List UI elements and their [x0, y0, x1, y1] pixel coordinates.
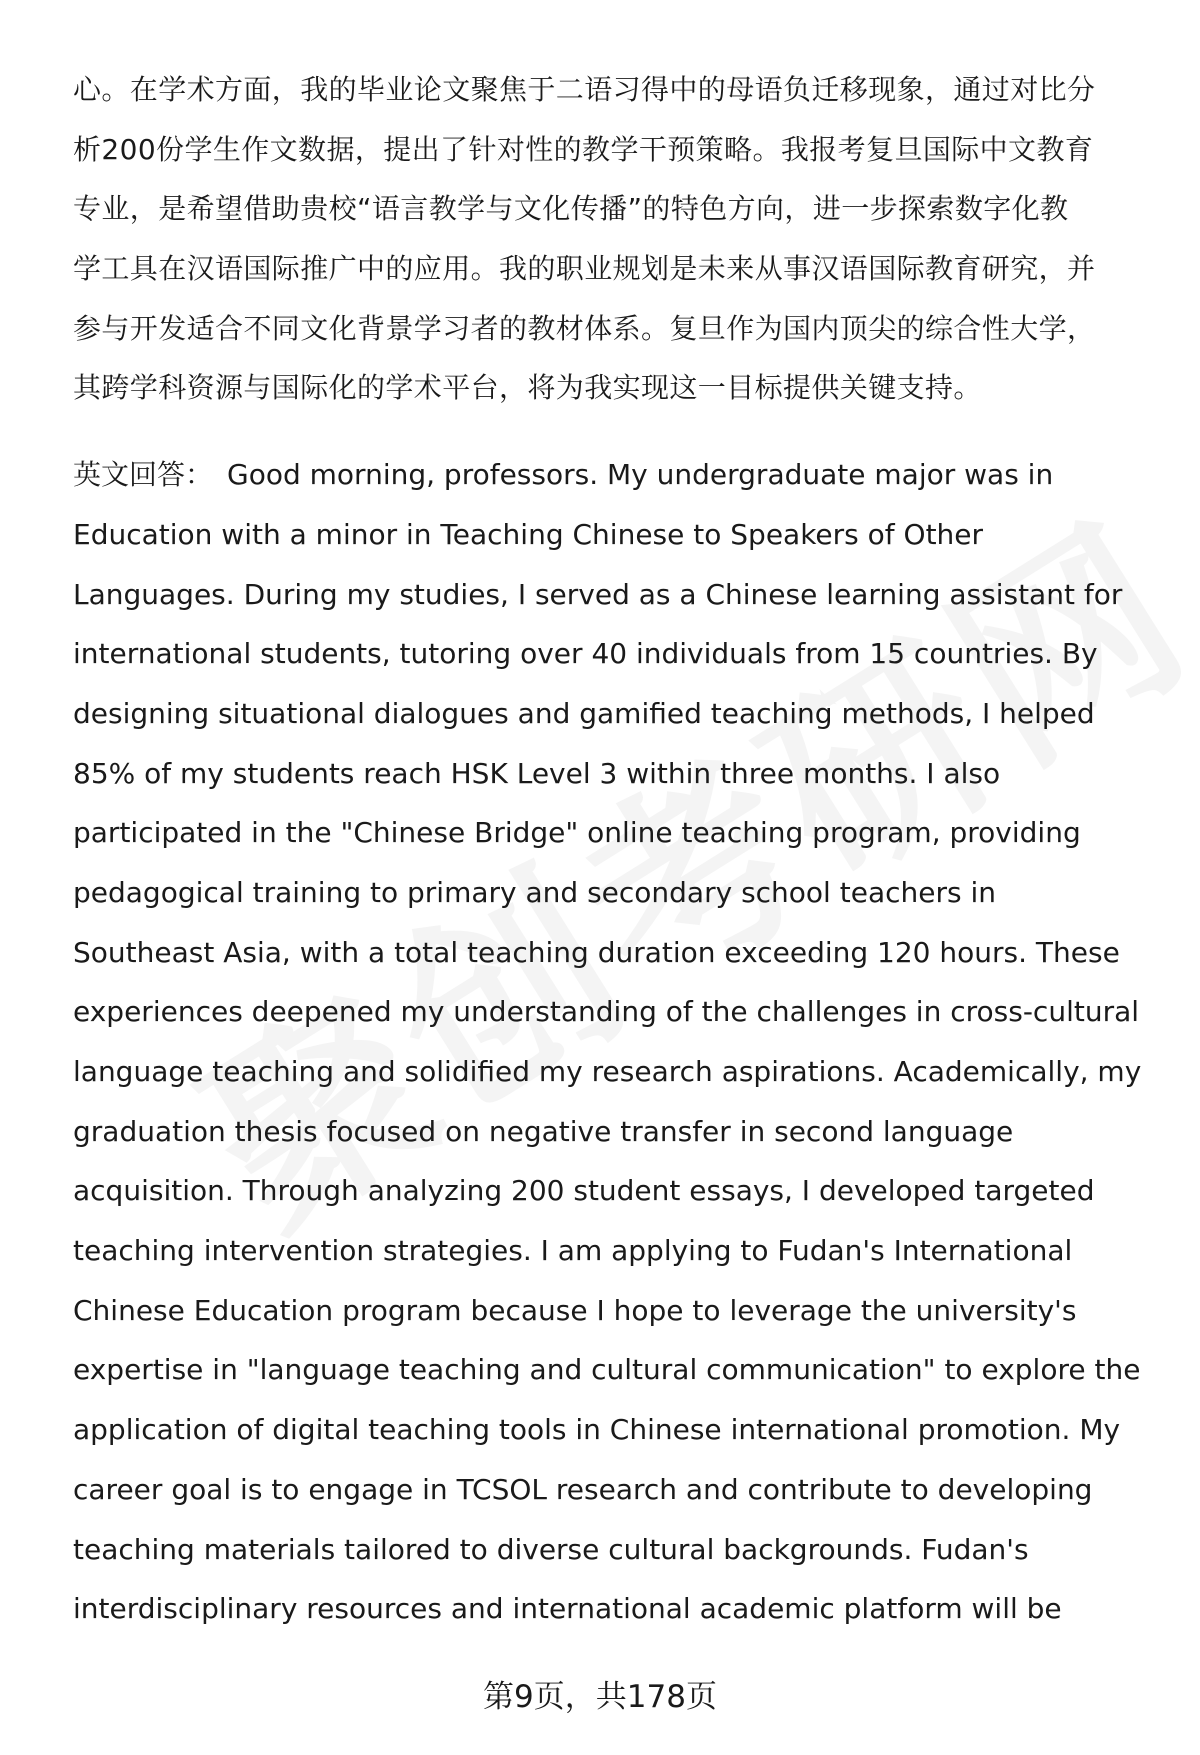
english-line: experiences deepened my understanding of the challenges in cross-cultural [73, 995, 1140, 1029]
english-answer-label: 英文回答： [73, 458, 214, 492]
english-line: Good morning, professors. My undergraduate major was in [227, 458, 1054, 492]
english-line: application of digital teaching tools in Chinese international promotion. My [73, 1413, 1121, 1447]
english-line: Languages. During my studies, I served as a Chinese learning assistant for [73, 577, 1123, 611]
paragraph-spacer [73, 418, 1158, 445]
english-line: designing situational dialogues and gamified teaching methods, I helped [73, 696, 1095, 730]
english-line: teaching materials tailored to diverse cultural backgrounds. Fudan's [73, 1532, 1029, 1566]
chinese-paragraph [73, 60, 1158, 418]
english-first-line [73, 445, 1158, 505]
english-line: interdisciplinary resources and international academic platform will be [73, 1592, 1062, 1626]
english-line: participated in the "Chinese Bridge" online teaching program, providing [73, 816, 1081, 850]
english-line: international students, tutoring over 40 individuals from 15 countries. By [73, 637, 1098, 671]
english-line: Education with a minor in Teaching Chinese to Speakers of Other [73, 517, 984, 551]
chinese-line: 专业，是希望借助贵校“语言教学与文化传播”的特色方向，进一步探索数字化教 [73, 192, 1069, 226]
english-paragraph [73, 445, 1158, 1639]
english-line: expertise in "language teaching and cultural communication" to explore the [73, 1353, 1141, 1387]
english-line: graduation thesis focused on negative transfer in second language [73, 1114, 1014, 1148]
english-line: Chinese Education program because I hope to leverage the university's [73, 1293, 1077, 1327]
english-line: 85% of my students reach HSK Level 3 within three months. I also [73, 756, 1001, 790]
english-line: Southeast Asia, with a total teaching duration exceeding 120 hours. These [73, 935, 1120, 969]
page-indicator: 第9页，共178页 [483, 1679, 717, 1715]
chinese-line: 其跨学科资源与国际化的学术平台，将为我实现这一目标提供关键支持。 [73, 371, 982, 405]
english-line: career goal is to engage in TCSOL research and contribute to developing [73, 1472, 1093, 1506]
chinese-line: 心。在学术方面，我的毕业论文聚焦于二语习得中的母语负迁移现象，通过对比分 [73, 73, 1096, 106]
document-body [73, 60, 1158, 1639]
english-line: language teaching and solidified my research aspirations. Academically, my [73, 1055, 1142, 1088]
english-line: pedagogical training to primary and secondary school teachers in [73, 875, 996, 909]
chinese-line: 析200份学生作文数据，提出了针对性的教学干预策略。我报考复旦国际中文教育 [73, 132, 1094, 166]
page-footer [0, 1677, 1200, 1717]
chinese-line: 参与开发适合不同文化背景学习者的教材体系。复旦作为国内顶尖的综合性大学， [73, 311, 1096, 345]
english-line: acquisition. Through analyzing 200 student essays, I developed targeted [73, 1174, 1095, 1208]
chinese-line: 学工具在汉语国际推广中的应用。我的职业规划是未来从事汉语国际教育研究，并 [73, 252, 1096, 286]
english-line: teaching intervention strategies. I am applying to Fudan's International [73, 1234, 1073, 1268]
